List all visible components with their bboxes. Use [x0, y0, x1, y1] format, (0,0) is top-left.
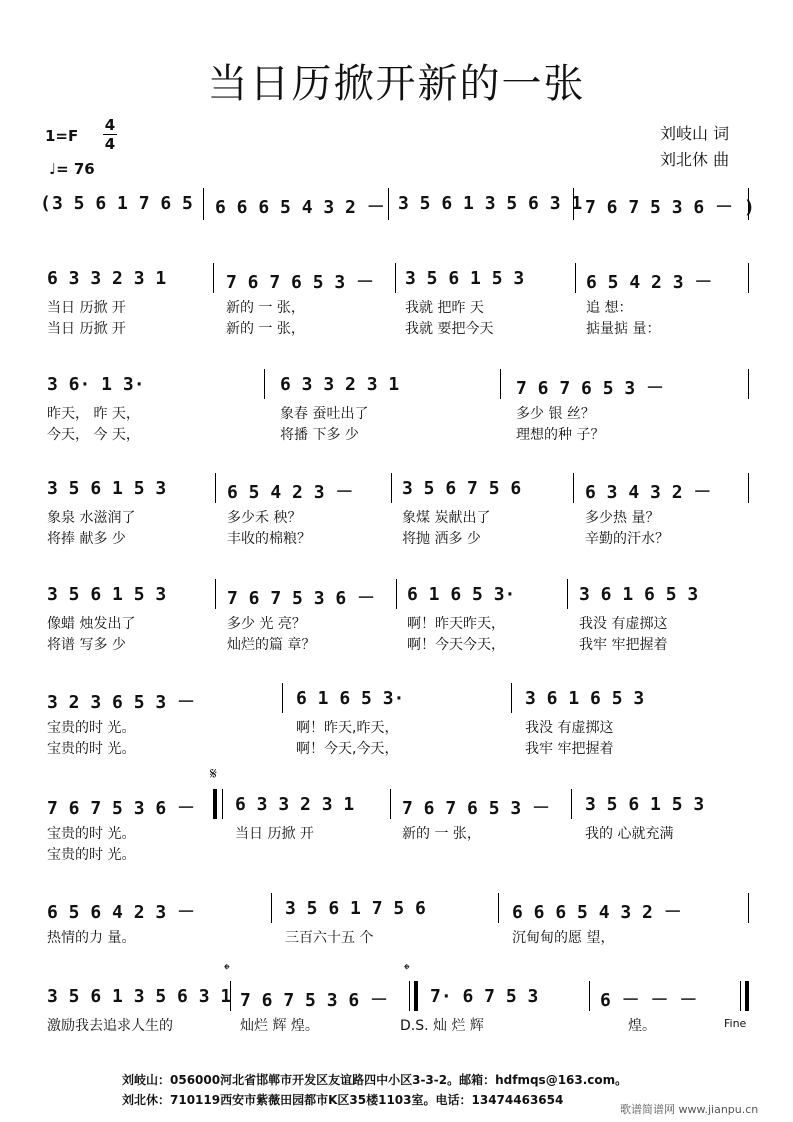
lyric-line-1: 我没 有虚掷这	[579, 616, 668, 632]
lyric-line-1: 象煤 炭献出了	[402, 510, 491, 526]
lyric-line-2: 我就 要把今天	[405, 321, 494, 337]
lyric-line-1: 追 想：	[586, 300, 633, 316]
measure-notes: 6 6 6 5 4 3 2 －	[512, 902, 682, 923]
measure-notes: 6 － － －	[600, 990, 698, 1011]
measure-notes: 6 6 6 5 4 3 2 －	[215, 197, 385, 218]
measure-notes: 3 5 6 1 7 6 5	[52, 193, 193, 214]
lyric-line-1: 煌。	[628, 1018, 656, 1034]
final-barline	[745, 981, 749, 1011]
lyric-line-1: 多少热 量？	[585, 510, 660, 526]
barline	[740, 981, 741, 1011]
measure-notes: 3 6 1 6 5 3	[579, 584, 699, 605]
fine-label: Fine	[724, 1017, 747, 1030]
lyric-line-1: 多少 光 亮？	[227, 616, 306, 632]
lyric-line-1: 当日 历掀 开	[235, 826, 314, 842]
lyric-line-2: 我牢 牢把握着	[525, 741, 614, 757]
lyric-line-2: 今天， 今 天，	[47, 427, 140, 443]
barline	[571, 789, 572, 819]
time-sig-bottom: 4	[104, 135, 116, 153]
barline	[748, 893, 749, 923]
lyric-line-2: 当日 历掀 开	[47, 321, 126, 337]
measure-notes: 6 1 6 5 3·	[296, 688, 405, 709]
measure-notes: 3 2 3 6 5 3 －	[47, 692, 196, 713]
lyric-line-2: 啊！今天,今天，	[296, 741, 399, 757]
time-signature	[103, 117, 117, 152]
lyric-line-1: 我就 把昨 天	[405, 300, 484, 316]
barline	[409, 981, 410, 1011]
barline	[498, 893, 499, 923]
barline	[589, 981, 590, 1011]
measure-notes: 3 6 1 6 5 3	[525, 688, 645, 709]
lyric-line-2: 灿烂的篇 章？	[227, 637, 316, 653]
lyric-line-1: 啊！昨天,昨天，	[296, 720, 399, 736]
lyric-line-1: 我没 有虚掷这	[525, 720, 614, 736]
lyric-line-1: 宝贵的时 光。	[47, 826, 136, 842]
lyric-line-2: 辛勤的汗水？	[585, 531, 669, 547]
coda-icon: 𝄌	[404, 960, 410, 979]
lyric-line-1: 三百六十五 个	[285, 930, 374, 946]
lyric-line-2: 宝贵的时 光。	[47, 847, 136, 863]
key-signature: 1=F	[45, 127, 79, 145]
measure-notes: 6 5 6 4 2 3 －	[47, 902, 196, 923]
lyric-line-1: 热情的力 量。	[47, 930, 136, 946]
measure-notes: 6 3 4 3 2 －	[585, 482, 712, 503]
lyric-line-2: 理想的种 子？	[516, 427, 605, 443]
measure-notes: 3 5 6 1 3 5 6 3 1	[398, 193, 583, 214]
barline	[264, 369, 265, 399]
lyric-line-1: 新的 一 张，	[226, 300, 305, 316]
song-title: 当日历掀开新的一张	[207, 61, 586, 107]
barline	[511, 683, 512, 713]
lyric-line-1: 灿烂 辉 煌。	[240, 1018, 319, 1034]
segno-icon: 𝄋	[210, 764, 217, 783]
barline	[215, 579, 216, 609]
measure-notes: 6 5 4 2 3 －	[227, 482, 354, 503]
lyric-line-1: 象泉 水滋润了	[47, 510, 136, 526]
site-watermark: 歌谱简谱网 www.jianpu.cn	[620, 1103, 759, 1116]
lyric-line-1: 啊！昨天昨天，	[407, 616, 505, 632]
measure-notes: 7 6 7 6 5 3 －	[402, 798, 551, 819]
lyric-line-1: 激励我去追求人生的	[47, 1018, 173, 1034]
barline	[396, 579, 397, 609]
lyric-line-1: D.S. 灿 烂 辉	[400, 1018, 484, 1034]
lyric-line-1: 多少禾 秧？	[227, 510, 302, 526]
lyric-line-1: 宝贵的时 光。	[47, 720, 136, 736]
barline	[748, 473, 749, 503]
time-sig-top: 4	[104, 116, 116, 134]
measure-notes: 7 6 7 5 3 6 － )	[585, 197, 755, 218]
measure-notes: 3 6· 1 3·	[47, 374, 145, 395]
repeat-barline	[213, 789, 217, 819]
lyric-line-2: 新的 一 张，	[226, 321, 305, 337]
lyric-line-1: 象春 蚕吐出了	[280, 406, 369, 422]
measure-notes: 6 3 3 2 3 1	[235, 794, 355, 815]
lyric-line-1: 像蜡 烛发出了	[47, 616, 136, 632]
double-barline	[414, 981, 418, 1011]
lyric-line-2: 啊！今天今天，	[407, 637, 505, 653]
measure-notes: 7 6 7 5 3 6 －	[47, 798, 196, 819]
lyric-line-2: 我牢 牢把握着	[579, 637, 668, 653]
lyric-line-1: 新的 一 张，	[402, 826, 481, 842]
barline	[391, 473, 392, 503]
measure-notes: 3 5 6 1 5 3	[47, 584, 167, 605]
measure-notes: 3 5 6 1 5 3	[405, 268, 525, 289]
lyric-line-1: 沉甸甸的愿 望，	[512, 930, 615, 946]
barline	[500, 369, 501, 399]
measure-notes: 3 5 6 7 5 6	[402, 478, 522, 499]
lyric-line-2: 掂量掂 量：	[586, 321, 661, 337]
barline	[748, 263, 749, 293]
barline	[215, 473, 216, 503]
barline	[748, 369, 749, 399]
measure-notes: 6 3 3 2 3 1	[47, 268, 167, 289]
coda-icon: 𝄌	[224, 960, 230, 979]
lyric-line-1: 我的 心就充满	[585, 826, 674, 842]
lyric-line-2: 将抛 洒多 少	[402, 531, 481, 547]
barline	[213, 263, 214, 293]
barline	[271, 893, 272, 923]
measure-notes: 3 5 6 1 5 3	[47, 478, 167, 499]
barline	[230, 981, 231, 1011]
footer-composer-contact: 刘北休：710119西安市紫薇田园都市K区35楼1103室。电话：13474463654	[122, 1093, 564, 1107]
measure-notes: 7 6 7 6 5 3 －	[226, 272, 375, 293]
measure-notes: 6 1 6 5 3·	[407, 584, 516, 605]
lyric-line-1: 当日 历掀 开	[47, 300, 126, 316]
measure-notes: 3 5 6 1 5 3	[585, 794, 705, 815]
composer-credit: 刘北休 曲	[660, 150, 730, 169]
barline	[748, 188, 749, 220]
barline	[573, 188, 574, 220]
quarter-note-icon: ♩	[49, 160, 57, 178]
lyric-line-1: 昨天， 昨 天，	[47, 406, 140, 422]
barline	[567, 579, 568, 609]
barline	[282, 683, 283, 713]
intro-paren-open: (	[40, 193, 51, 214]
lyric-line-2: 将播 下多 少	[280, 427, 359, 443]
barline	[390, 789, 391, 819]
measure-notes: 7 6 7 6 5 3 －	[516, 378, 665, 399]
lyric-line-2: 宝贵的时 光。	[47, 741, 136, 757]
measure-notes: 7 6 7 5 3 6 －	[240, 990, 389, 1011]
measure-notes: 7 6 7 5 3 6 －	[227, 588, 376, 609]
footer-lyricist-contact: 刘岐山：056000河北省邯郸市开发区友谊路四中小区3-3-2。邮箱：hdfmqs@163.com。	[122, 1073, 628, 1087]
measure-notes: 6 5 4 2 3 －	[586, 272, 713, 293]
tempo-marking	[49, 160, 95, 178]
barline	[573, 473, 574, 503]
tempo-value: = 76	[56, 160, 95, 178]
barline	[222, 789, 223, 819]
barline	[203, 188, 204, 220]
measure-notes: 3 5 6 1 3 5 6 3 1	[47, 986, 232, 1007]
barline	[395, 263, 396, 293]
lyric-line-2: 将谱 写多 少	[47, 637, 126, 653]
measure-notes: 3 5 6 1 7 5 6	[285, 898, 426, 919]
barline	[575, 263, 576, 293]
barline	[388, 188, 389, 220]
measure-notes: 7· 6 7 5 3	[430, 986, 539, 1007]
lyric-line-2: 将捧 献多 少	[47, 531, 126, 547]
measure-notes: 6 3 3 2 3 1	[280, 374, 400, 395]
lyricist-credit: 刘岐山 词	[660, 124, 730, 143]
lyric-line-1: 多少 银 丝？	[516, 406, 595, 422]
lyric-line-2: 丰收的棉粮？	[227, 531, 311, 547]
